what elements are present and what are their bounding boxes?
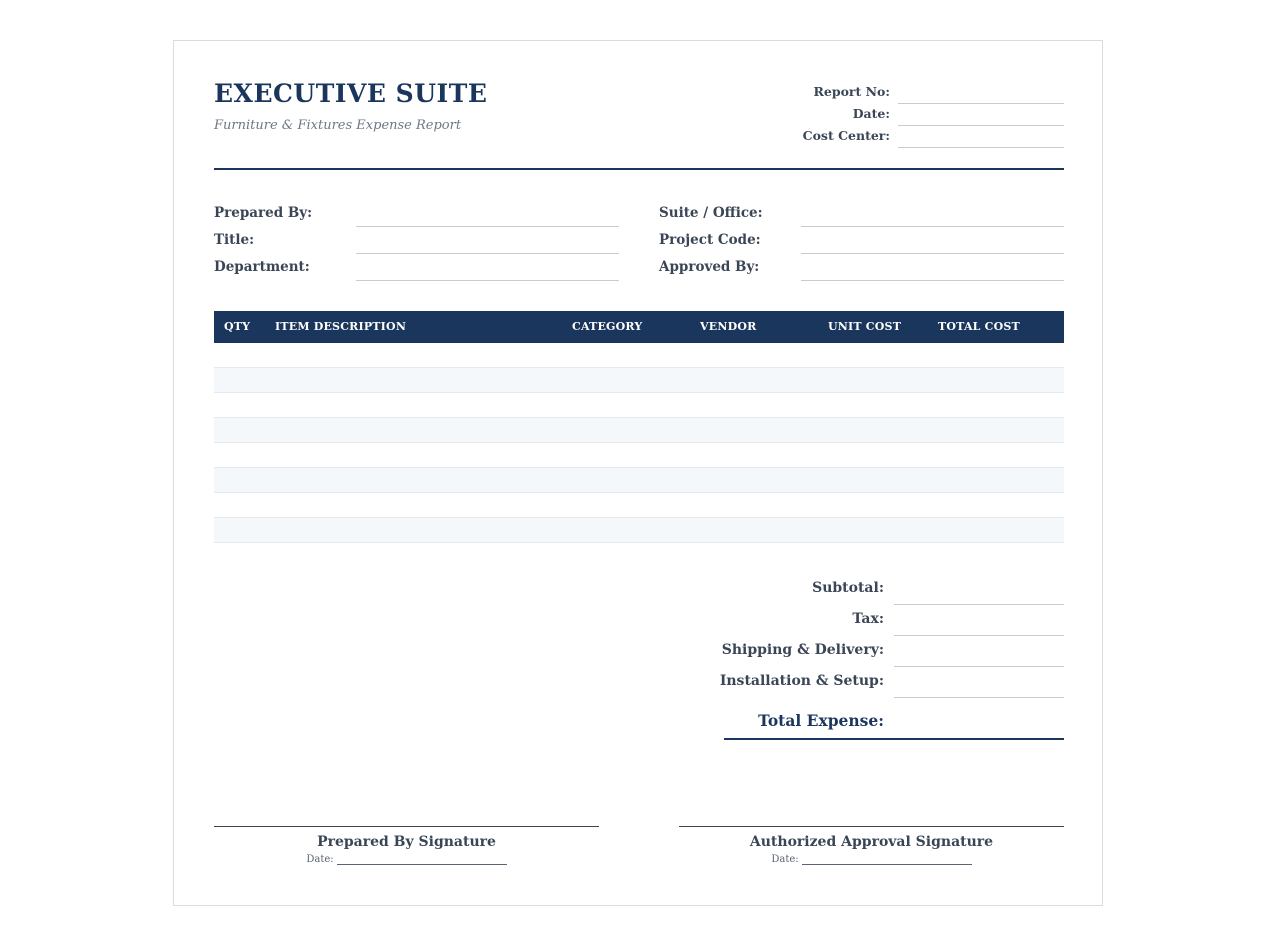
- suite-office-field[interactable]: [801, 226, 1064, 227]
- meta-report-no: [774, 83, 1064, 105]
- column-header-vendor: VENDOR: [700, 320, 757, 333]
- column-header-unit-cost: UNIT COST: [828, 320, 902, 333]
- total-expense-label: Total Expense:: [758, 711, 884, 730]
- table-row[interactable]: [214, 468, 1064, 493]
- info-project-code: [659, 230, 1064, 257]
- report-meta: [774, 83, 1064, 149]
- approved-by-label: Approved By:: [659, 259, 760, 275]
- info-suite-office: [659, 203, 1064, 230]
- table-row[interactable]: [214, 343, 1064, 368]
- meta-cost-center-label: Cost Center:: [802, 128, 890, 143]
- project-code-field[interactable]: [801, 253, 1064, 254]
- prepared-by-signature-line[interactable]: [214, 826, 599, 827]
- prepared-by-signature-date: [214, 854, 599, 865]
- table-row[interactable]: [214, 393, 1064, 418]
- title-field[interactable]: [356, 253, 619, 254]
- prepared-by-signature-label: Prepared By Signature: [317, 834, 496, 850]
- column-header-item-description: ITEM DESCRIPTION: [275, 320, 407, 333]
- expense-table: [214, 311, 1064, 543]
- approval-signature-line[interactable]: [679, 826, 1064, 827]
- meta-date-label: Date:: [852, 106, 890, 121]
- total-expense-field[interactable]: [724, 738, 1064, 740]
- installation-label: Installation & Setup:: [719, 673, 884, 689]
- report-title: EXECUTIVE SUITE: [214, 79, 488, 108]
- department-field[interactable]: [356, 280, 619, 281]
- approval-date-label: Date:: [771, 854, 799, 865]
- info-title: [214, 230, 619, 257]
- approval-signature-block: [679, 826, 1064, 865]
- prepared-by-signature-block: [214, 826, 599, 865]
- subtotal-field[interactable]: [894, 604, 1064, 605]
- report-subtitle: Furniture & Fixtures Expense Report: [214, 118, 462, 133]
- approval-signature-label: Authorized Approval Signature: [749, 834, 994, 850]
- approved-by-field[interactable]: [801, 280, 1064, 281]
- approval-date-field[interactable]: [802, 854, 972, 865]
- title-label: Title:: [214, 232, 255, 248]
- tax-label: Tax:: [852, 611, 884, 627]
- totals-section: [719, 577, 1064, 741]
- column-header-qty: QTY: [224, 320, 251, 333]
- installation-field[interactable]: [894, 697, 1064, 698]
- date-field[interactable]: [898, 125, 1064, 126]
- total-expense-row: [724, 701, 1064, 741]
- table-row[interactable]: [214, 368, 1064, 393]
- column-header-total-cost: TOTAL COST: [938, 320, 1020, 333]
- suite-office-label: Suite / Office:: [659, 205, 763, 221]
- subtotal-row: [724, 577, 1064, 608]
- prepared-by-date-label: Date:: [306, 854, 334, 865]
- expense-report-sheet: [173, 40, 1103, 906]
- tax-field[interactable]: [894, 635, 1064, 636]
- subtotal-label: Subtotal:: [812, 580, 884, 596]
- shipping-field[interactable]: [894, 666, 1064, 667]
- installation-row: [719, 670, 1064, 701]
- prepared-by-field[interactable]: [356, 226, 619, 227]
- cost-center-field[interactable]: [898, 147, 1064, 148]
- info-department: [214, 257, 619, 284]
- shipping-row: [721, 639, 1064, 670]
- project-code-label: Project Code:: [659, 232, 761, 248]
- column-header-category: CATEGORY: [572, 320, 643, 333]
- meta-date: [774, 105, 1064, 127]
- prepared-by-label: Prepared By:: [214, 205, 313, 221]
- meta-cost-center: [774, 127, 1064, 149]
- header-divider: [214, 168, 1064, 170]
- info-left-column: [214, 203, 619, 284]
- table-row[interactable]: [214, 418, 1064, 443]
- prepared-by-date-field[interactable]: [337, 854, 507, 865]
- info-prepared-by: [214, 203, 619, 230]
- info-approved-by: [659, 257, 1064, 284]
- table-row[interactable]: [214, 518, 1064, 543]
- tax-row: [724, 608, 1064, 639]
- approval-signature-date: [679, 854, 1064, 865]
- info-right-column: [659, 203, 1064, 284]
- table-header: [214, 311, 1064, 343]
- department-label: Department:: [214, 259, 310, 275]
- meta-report-no-label: Report No:: [813, 84, 890, 99]
- shipping-label: Shipping & Delivery:: [721, 642, 884, 658]
- report-no-field[interactable]: [898, 103, 1064, 104]
- table-row[interactable]: [214, 493, 1064, 518]
- table-row[interactable]: [214, 443, 1064, 468]
